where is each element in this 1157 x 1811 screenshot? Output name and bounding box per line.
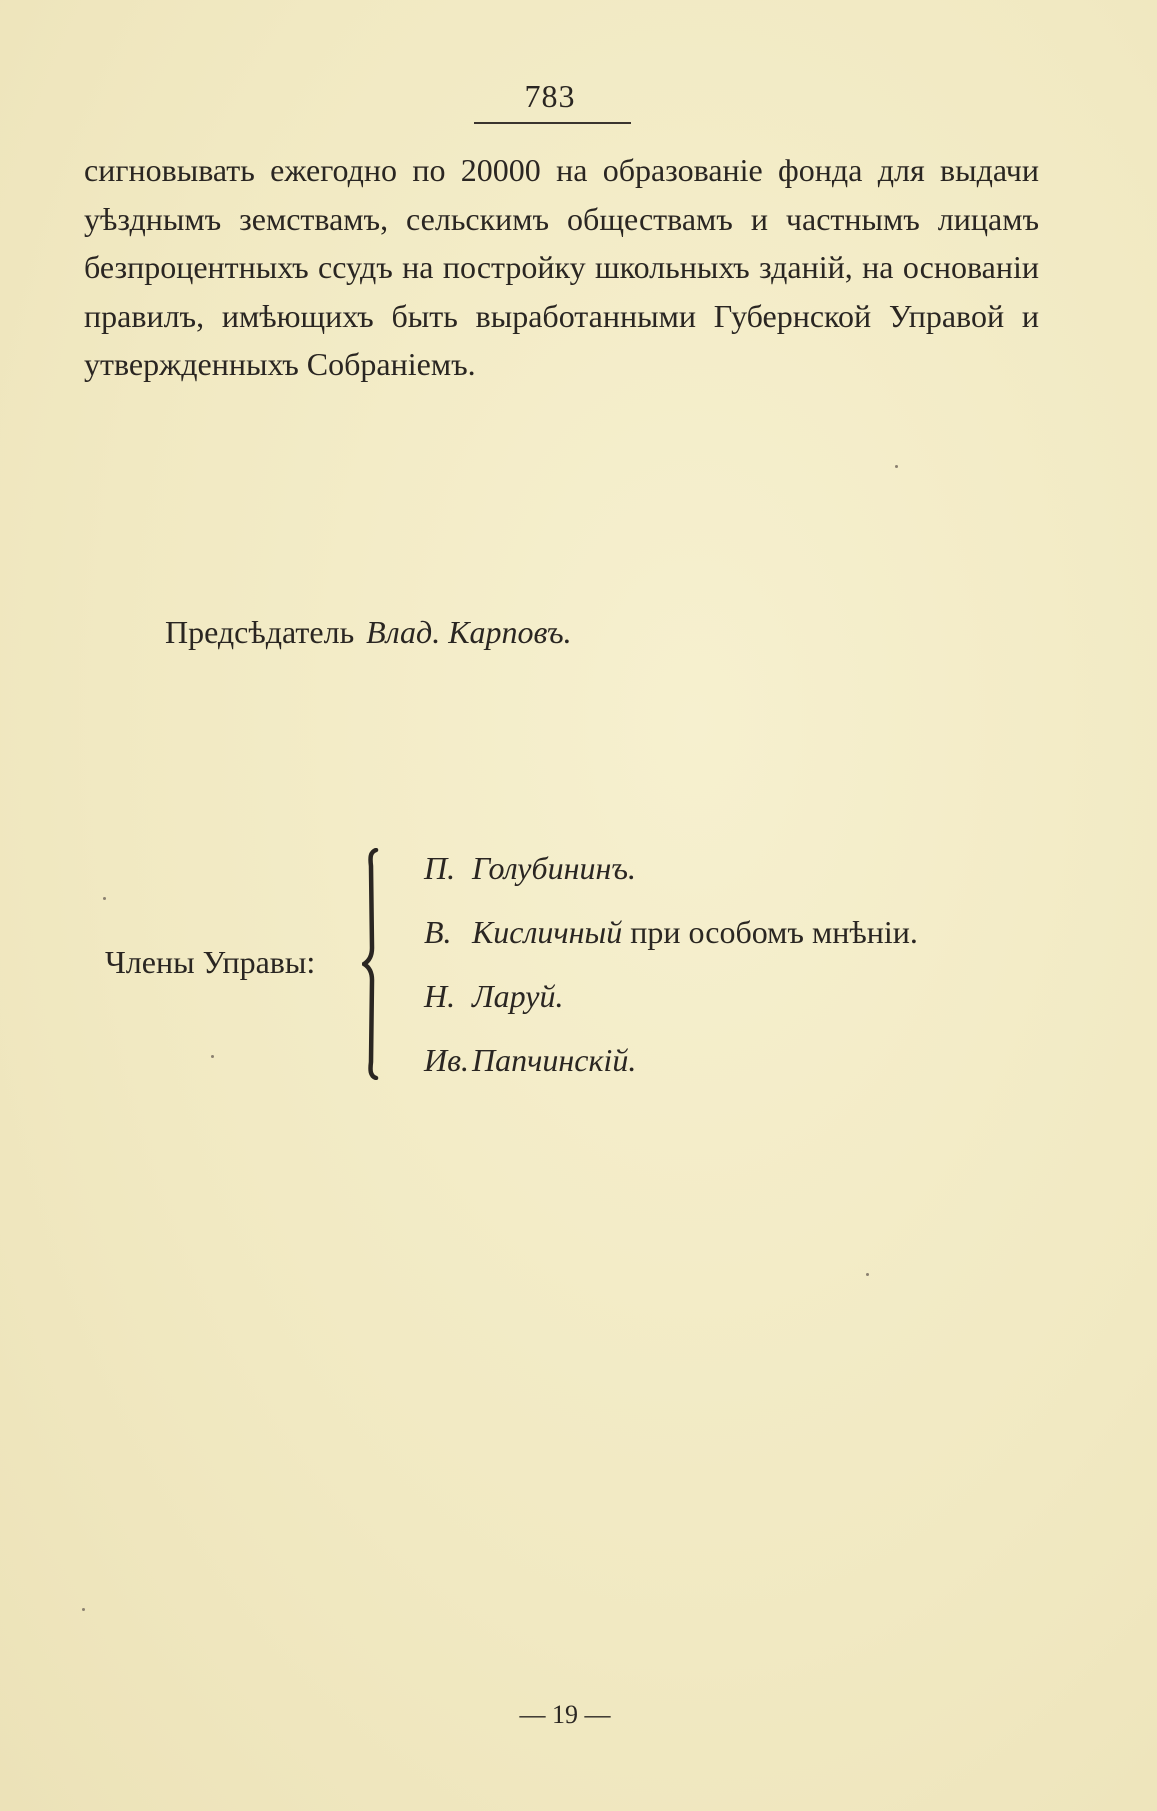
member-surname: Папчинскій. <box>472 1042 637 1078</box>
body-paragraph: сигновывать ежегодно по 20000 на образованіе фонда для выдачи уѣзднымъ земствамъ, сельскимъ обществамъ и частнымъ лицамъ безпроцентныхъ ссудъ на постройку школьныхъ зданій, на основаніи правилъ, имѣющихъ быть выработанными Губернской Управой и утвержденныхъ Собраніемъ. <box>84 152 1039 382</box>
members-brace <box>362 848 384 1080</box>
members-label: Члены Управы: <box>105 944 316 980</box>
paper-speck <box>866 1273 869 1276</box>
page-number: 783 <box>524 78 576 114</box>
member-surname: Ларуй. <box>472 978 564 1014</box>
chairman-name: Влад. Карповъ. <box>366 614 572 650</box>
paper-speck <box>103 897 106 900</box>
member-item <box>424 840 918 904</box>
member-initial: Н. <box>424 978 456 1014</box>
paper-speck <box>211 1055 214 1058</box>
member-item <box>424 968 918 1032</box>
member-surname: Кисличный <box>472 914 623 950</box>
member-initial: В. <box>424 914 452 950</box>
member-note: при особомъ мнѣніи. <box>622 914 918 950</box>
chairman-signature <box>165 614 572 651</box>
member-initial: Ив. <box>424 1042 469 1078</box>
member-item <box>424 1032 918 1096</box>
member-item <box>424 904 918 968</box>
member-surname: Голубининъ. <box>472 850 636 886</box>
footer-page-number: — 19 — <box>519 1700 611 1729</box>
member-initial: П. <box>424 850 456 886</box>
paper-speck <box>82 1608 85 1611</box>
page-number-rule <box>474 122 631 124</box>
chairman-title: Предсѣдатель <box>165 614 355 650</box>
paper-speck <box>895 465 898 468</box>
members-list <box>424 840 918 1096</box>
